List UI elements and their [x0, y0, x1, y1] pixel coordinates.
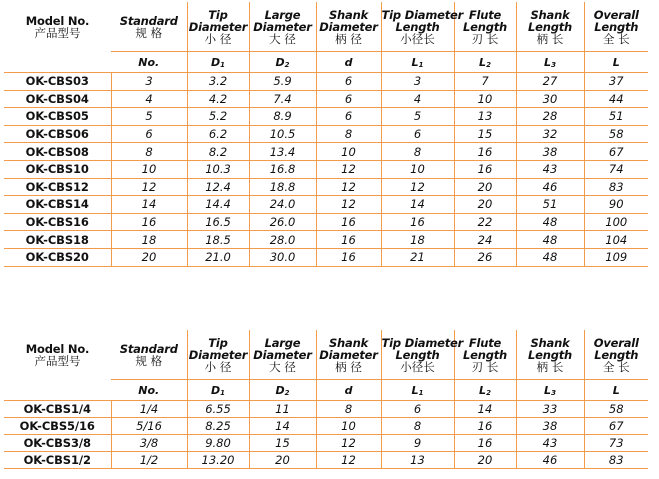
- value-cell: 5: [111, 108, 187, 126]
- value-cell: 12: [316, 160, 381, 178]
- value-cell: 6: [316, 90, 381, 108]
- value-cell: 5: [381, 108, 454, 126]
- value-cell: 30: [516, 90, 584, 108]
- value-cell: 109: [584, 248, 648, 266]
- header-model: Model No. 产品型号: [25, 13, 90, 40]
- value-cell: 16: [111, 213, 187, 231]
- value-cell: 83: [584, 452, 648, 469]
- value-cell: 7.4: [249, 90, 316, 108]
- header-row: [4, 330, 648, 380]
- symbol-shank-diameter: d: [316, 380, 381, 401]
- value-cell: 14: [249, 418, 316, 435]
- value-cell: 16.5: [187, 213, 249, 231]
- value-cell: 8: [316, 125, 381, 143]
- value-cell: 8.25: [187, 418, 249, 435]
- table-row: [4, 248, 648, 266]
- value-cell: 16: [316, 231, 381, 249]
- model-number-cell: OK-CBS16: [4, 213, 111, 231]
- table-row: [4, 160, 648, 178]
- value-cell: 5.2: [187, 108, 249, 126]
- model-number-cell: OK-CBS1/2: [4, 452, 111, 469]
- value-cell: 18: [111, 231, 187, 249]
- symbol-row: [4, 380, 648, 401]
- value-cell: 16: [316, 213, 381, 231]
- header-shank-length: Shank Length 柄 长: [516, 2, 584, 52]
- value-cell: 16: [381, 213, 454, 231]
- value-cell: 28: [516, 108, 584, 126]
- value-cell: 12: [111, 178, 187, 196]
- value-cell: 14: [454, 401, 516, 418]
- value-cell: 10.5: [249, 125, 316, 143]
- header-flute-length: Flute Length 刃 长: [454, 330, 516, 380]
- value-cell: 1/4: [111, 401, 187, 418]
- symbol-tip-diameter-length: $L_1$: [381, 52, 454, 73]
- value-cell: 15: [249, 435, 316, 452]
- value-cell: 22: [454, 213, 516, 231]
- value-cell: 6.2: [187, 125, 249, 143]
- value-cell: 10: [111, 160, 187, 178]
- value-cell: 6.55: [187, 401, 249, 418]
- model-number-cell: OK-CBS20: [4, 248, 111, 266]
- symbol-flute-length: $L_2$: [454, 380, 516, 401]
- value-cell: 28.0: [249, 231, 316, 249]
- value-cell: 14: [381, 196, 454, 214]
- value-cell: 8: [111, 143, 187, 161]
- value-cell: 4.2: [187, 90, 249, 108]
- symbol-flute-length: $L_2$: [454, 52, 516, 73]
- value-cell: 16: [454, 435, 516, 452]
- value-cell: 6: [381, 401, 454, 418]
- header-tip-diameter-length: Tip Diameter Length 小径长: [381, 330, 454, 380]
- model-number-cell: OK-CBS18: [4, 231, 111, 249]
- value-cell: 20: [454, 178, 516, 196]
- table-row: [4, 196, 648, 214]
- value-cell: 46: [516, 452, 584, 469]
- table-row: [4, 401, 648, 418]
- model-number-cell: OK-CBS05: [4, 108, 111, 126]
- value-cell: 51: [516, 196, 584, 214]
- value-cell: 38: [516, 143, 584, 161]
- value-cell: 90: [584, 196, 648, 214]
- value-cell: 58: [584, 401, 648, 418]
- value-cell: 20: [249, 452, 316, 469]
- value-cell: 20: [111, 248, 187, 266]
- value-cell: 6: [111, 125, 187, 143]
- symbol-shank-diameter: d: [316, 52, 381, 73]
- header-tip-diameter: Tip Diameter 小 径: [187, 2, 249, 52]
- value-cell: 12: [381, 178, 454, 196]
- value-cell: 3/8: [111, 435, 187, 452]
- value-cell: 58: [584, 125, 648, 143]
- value-cell: 5.9: [249, 73, 316, 91]
- value-cell: 27: [516, 73, 584, 91]
- header-large-diameter: Large Diameter 大 径: [249, 330, 316, 380]
- value-cell: 12.4: [187, 178, 249, 196]
- value-cell: 16: [454, 418, 516, 435]
- table-row: [4, 90, 648, 108]
- symbol-overall-length: L: [584, 52, 648, 73]
- value-cell: 26: [454, 248, 516, 266]
- value-cell: 38: [516, 418, 584, 435]
- table-row: [4, 418, 648, 435]
- value-cell: 8.2: [187, 143, 249, 161]
- value-cell: 20: [454, 452, 516, 469]
- value-cell: 24: [454, 231, 516, 249]
- value-cell: 20: [454, 196, 516, 214]
- header-model: Model No. 产品型号: [25, 341, 90, 368]
- value-cell: 43: [516, 160, 584, 178]
- header-standard: Standard 规 格: [111, 330, 187, 380]
- metric-spec-table: [4, 2, 648, 267]
- value-cell: 6: [316, 73, 381, 91]
- value-cell: 14: [111, 196, 187, 214]
- table-body: [4, 401, 648, 469]
- value-cell: 3: [111, 73, 187, 91]
- symbol-shank-length: $L_3$: [516, 52, 584, 73]
- value-cell: 16.8: [249, 160, 316, 178]
- header-shank-diameter: Shank Diameter 柄 径: [316, 330, 381, 380]
- value-cell: 43: [516, 435, 584, 452]
- value-cell: 10.3: [187, 160, 249, 178]
- header-large-diameter: Large Diameter 大 径: [249, 2, 316, 52]
- table-row: [4, 108, 648, 126]
- header-overall-length: Overall Length 全 长: [593, 7, 639, 46]
- value-cell: 11: [249, 401, 316, 418]
- value-cell: 16: [316, 248, 381, 266]
- value-cell: 9.80: [187, 435, 249, 452]
- table-row: [4, 73, 648, 91]
- symbol-blank: [4, 52, 111, 73]
- value-cell: 13: [454, 108, 516, 126]
- model-number-cell: OK-CBS10: [4, 160, 111, 178]
- symbol-overall-length: L: [584, 380, 648, 401]
- value-cell: 67: [584, 143, 648, 161]
- model-number-cell: OK-CBS06: [4, 125, 111, 143]
- value-cell: 24.0: [249, 196, 316, 214]
- value-cell: 7: [454, 73, 516, 91]
- value-cell: 21: [381, 248, 454, 266]
- model-number-cell: OK-CBS5/16: [4, 418, 111, 435]
- value-cell: 4: [381, 90, 454, 108]
- value-cell: 10: [316, 418, 381, 435]
- value-cell: 14.4: [187, 196, 249, 214]
- value-cell: 13.4: [249, 143, 316, 161]
- value-cell: 32: [516, 125, 584, 143]
- value-cell: 26.0: [249, 213, 316, 231]
- table-row: [4, 143, 648, 161]
- header-row: [4, 2, 648, 52]
- value-cell: 8: [381, 143, 454, 161]
- value-cell: 48: [516, 213, 584, 231]
- value-cell: 44: [584, 90, 648, 108]
- value-cell: 18.8: [249, 178, 316, 196]
- value-cell: 67: [584, 418, 648, 435]
- table-row: [4, 178, 648, 196]
- value-cell: 9: [381, 435, 454, 452]
- symbol-shank-length: $L_3$: [516, 380, 584, 401]
- table-body: [4, 73, 648, 267]
- value-cell: 12: [316, 452, 381, 469]
- model-number-cell: OK-CBS08: [4, 143, 111, 161]
- symbol-tip-diameter-length: $L_1$: [381, 380, 454, 401]
- model-number-cell: OK-CBS3/8: [4, 435, 111, 452]
- value-cell: 10: [454, 90, 516, 108]
- value-cell: 104: [584, 231, 648, 249]
- value-cell: 16: [454, 143, 516, 161]
- symbol-tip-diameter: $D_1$: [187, 52, 249, 73]
- value-cell: 12: [316, 178, 381, 196]
- value-cell: 48: [516, 231, 584, 249]
- symbol-blank: [4, 380, 111, 401]
- value-cell: 1/2: [111, 452, 187, 469]
- value-cell: 6: [381, 125, 454, 143]
- value-cell: 4: [111, 90, 187, 108]
- table-row: [4, 452, 648, 469]
- value-cell: 6: [316, 108, 381, 126]
- header-shank-length: Shank Length 柄 长: [516, 330, 584, 380]
- value-cell: 8.9: [249, 108, 316, 126]
- value-cell: 48: [516, 248, 584, 266]
- table-row: [4, 435, 648, 452]
- model-number-cell: OK-CBS14: [4, 196, 111, 214]
- value-cell: 100: [584, 213, 648, 231]
- value-cell: 74: [584, 160, 648, 178]
- model-number-cell: OK-CBS1/4: [4, 401, 111, 418]
- header-tip-diameter: Tip Diameter 小 径: [187, 330, 249, 380]
- value-cell: 3: [381, 73, 454, 91]
- value-cell: 13.20: [187, 452, 249, 469]
- symbol-tip-diameter: $D_1$: [187, 380, 249, 401]
- value-cell: 10: [381, 160, 454, 178]
- value-cell: 30.0: [249, 248, 316, 266]
- value-cell: 10: [316, 143, 381, 161]
- value-cell: 8: [381, 418, 454, 435]
- model-number-cell: OK-CBS12: [4, 178, 111, 196]
- value-cell: 12: [316, 435, 381, 452]
- header-shank-diameter: Shank Diameter 柄 径: [316, 2, 381, 52]
- header-standard: Standard 规 格: [111, 2, 187, 52]
- value-cell: 46: [516, 178, 584, 196]
- inch-spec-table: [4, 330, 648, 469]
- value-cell: 33: [516, 401, 584, 418]
- table-row: [4, 213, 648, 231]
- symbol-standard: No.: [111, 52, 187, 73]
- value-cell: 5/16: [111, 418, 187, 435]
- model-number-cell: OK-CBS04: [4, 90, 111, 108]
- header-flute-length: Flute Length 刃 长: [454, 2, 516, 52]
- value-cell: 73: [584, 435, 648, 452]
- symbol-large-diameter: $D_2$: [249, 380, 316, 401]
- symbol-large-diameter: $D_2$: [249, 52, 316, 73]
- value-cell: 3.2: [187, 73, 249, 91]
- value-cell: 16: [454, 160, 516, 178]
- value-cell: 15: [454, 125, 516, 143]
- value-cell: 12: [316, 196, 381, 214]
- value-cell: 83: [584, 178, 648, 196]
- table-row: [4, 231, 648, 249]
- symbol-row: [4, 52, 648, 73]
- value-cell: 13: [381, 452, 454, 469]
- value-cell: 21.0: [187, 248, 249, 266]
- value-cell: 18: [381, 231, 454, 249]
- symbol-standard: No.: [111, 380, 187, 401]
- table-row: [4, 125, 648, 143]
- header-tip-diameter-length: Tip Diameter Length 小径长: [381, 2, 454, 52]
- value-cell: 51: [584, 108, 648, 126]
- header-overall-length: Overall Length 全 长: [593, 335, 639, 374]
- value-cell: 8: [316, 401, 381, 418]
- value-cell: 37: [584, 73, 648, 91]
- model-number-cell: OK-CBS03: [4, 73, 111, 91]
- value-cell: 18.5: [187, 231, 249, 249]
